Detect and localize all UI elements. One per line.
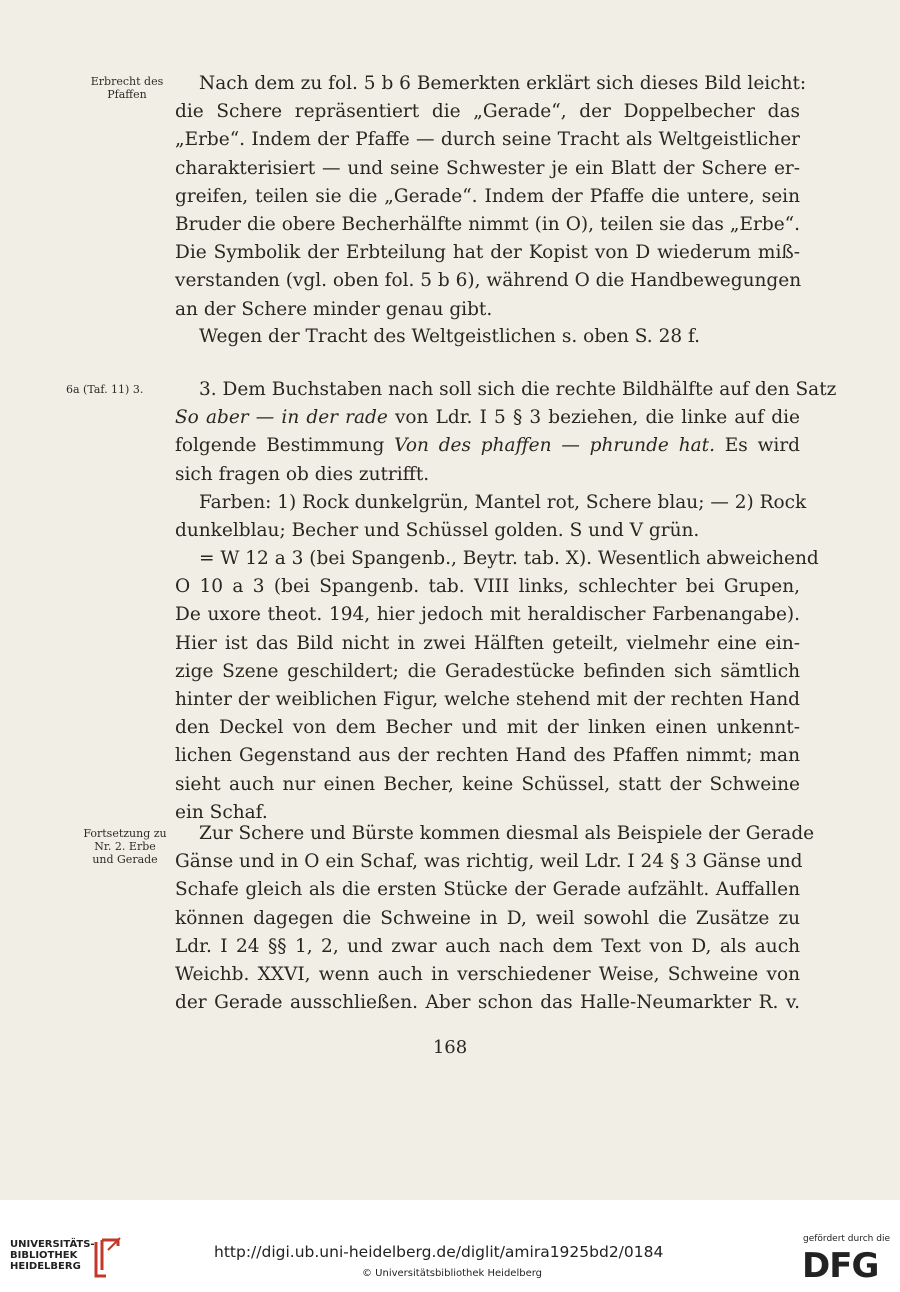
library-logo-line: HEIDELBERG	[10, 1261, 81, 1272]
library-logo-line: BIBLIOTHEK	[10, 1250, 78, 1261]
text-line: Hier ist das Bild nicht in zwei Hälften geteilt, vielmehr eine ein-	[175, 632, 800, 654]
text-line: der Gerade ausschließen. Aber schon das Halle-Neumarkter R. v.	[175, 992, 800, 1014]
text-line: = W 12 a 3 (bei Spangenb., Beytr. tab. X). Wesentlich abweichend	[199, 548, 819, 569]
copyright-text: © Universitätsbibliothek Heidelberg	[362, 1268, 543, 1279]
library-logo-line: UNIVERSITÄTS-	[10, 1239, 95, 1250]
text-line: 3. Dem Buchstaben nach soll sich die rechte Bildhälfte auf den Satz	[199, 379, 837, 400]
margin-note-line: Fortsetzung zu	[83, 827, 167, 840]
page-number: 168	[432, 1037, 468, 1058]
text-line: Die Symbolik der Erbteilung hat der Kopist von D wiederum miß-	[175, 242, 800, 264]
text-line: sich fragen ob dies zutrifft.	[175, 463, 430, 485]
text-line: die Schere repräsentiert die „Gerade“, der Doppelbecher das	[175, 101, 800, 123]
text-line: Zur Schere und Bürste kommen diesmal als Beispiele der Gerade	[199, 823, 815, 844]
margin-note-line: Nr. 2. Erbe	[94, 840, 156, 853]
text-line: greifen, teilen sie die „Gerade“. Indem der Pfaffe die untere, sein	[175, 185, 800, 207]
text-line: Weichb. XXVI, wenn auch in verschiedener Weise, Schweine von	[175, 963, 800, 985]
text-line: dunkelblau; Becher und Schüssel golden. S und V grün.	[175, 520, 700, 542]
text-line: ein Schaf.	[175, 801, 268, 823]
paragraph-1	[175, 70, 807, 324]
margin-note-taf	[66, 383, 186, 396]
margin-note-line: Erbrecht des	[90, 75, 164, 88]
italic-quote: So aber — in der rade	[175, 407, 388, 429]
paragraph-3	[175, 376, 837, 489]
text-line: Bruder die obere Becherhälfte nimmt (in O), teilen sie das „Erbe“.	[175, 213, 800, 235]
paragraph-4	[175, 489, 807, 545]
text-line: charakterisiert — und seine Schwester je ein Blatt der Schere er-	[175, 157, 800, 179]
margin-note-line: und Gerade	[92, 853, 158, 866]
text-line: De uxore theot. 194, hier jedoch mit heraldischer Farbenangabe).	[175, 604, 800, 626]
library-logo[interactable]	[10, 1239, 95, 1272]
text-line: Nach dem zu fol. 5 b 6 Bemerkten erklärt sich dieses Bild leicht:	[199, 73, 807, 94]
text-line: O 10 a 3 (bei Spangenb. tab. VIII links, schlechter bei Grupen,	[175, 576, 800, 598]
margin-note-fortsetzung	[70, 827, 180, 866]
text-line: Farben: 1) Rock dunkelgrün, Mantel rot, Schere blau; — 2) Rock	[199, 492, 807, 513]
text-line: lichen Gegenstand aus der rechten Hand des Pfaffen nimmt; man	[175, 745, 800, 767]
margin-note-line: 6a (Taf. 11) 3.	[66, 383, 144, 396]
margin-note-erbrecht	[72, 75, 182, 101]
text-line: sieht auch nur einen Becher, keine Schüssel, statt der Schweine	[175, 773, 800, 795]
dfg-caption: gefördert durch die	[803, 1234, 890, 1244]
text-line: können dagegen die Schweine in D, weil sowohl die Zusätze zu	[175, 907, 800, 929]
paragraph-5	[175, 545, 819, 827]
text-line: Schafe gleich als die ersten Stücke der Gerade aufzählt. Auffallen	[175, 879, 800, 901]
paragraph-2	[175, 323, 800, 351]
text-line: den Deckel von dem Becher und mit der linken einen unkennt-	[175, 717, 800, 739]
text-line: Gänse und in O ein Schaf, was richtig, weil Ldr. I 24 § 3 Gänse und	[175, 851, 803, 873]
text-line: hinter der weiblichen Figur, welche stehend mit der rechten Hand	[175, 688, 800, 710]
paragraph-6	[175, 820, 815, 1017]
document-url-link[interactable]: http://digi.ub.uni-heidelberg.de/diglit/amira1925bd2/0184	[214, 1243, 664, 1261]
text-line: an der Schere minder genau gibt.	[175, 298, 493, 320]
text-line-mixed: folgende Bestimmung Von des phaffen — phrunde hat. Es wird	[175, 435, 801, 457]
margin-note-line: Pfaffen	[107, 88, 147, 101]
text-line: „Erbe“. Indem der Pfaffe — durch seine Tracht als Weltgeistlicher	[175, 129, 800, 151]
text-line: Wegen der Tracht des Weltgeistlichen s. oben S. 28 f.	[199, 326, 701, 347]
text-line: zige Szene geschildert; die Geradestücke befinden sich sämtlich	[175, 660, 800, 682]
text-line-mixed: So aber — in der rade von Ldr. I 5 § 3 beziehen, die linke auf die	[175, 407, 800, 429]
library-mark-icon	[92, 1236, 122, 1282]
text-line: Ldr. I 24 §§ 1, 2, und zwar auch nach dem Text von D, als auch	[175, 935, 800, 957]
italic-quote: Von des phaffen — phrunde hat.	[394, 435, 715, 457]
text-line: verstanden (vgl. oben fol. 5 b 6), während O die Handbewegungen	[175, 270, 802, 292]
dfg-logo[interactable]: DFG	[802, 1246, 879, 1286]
